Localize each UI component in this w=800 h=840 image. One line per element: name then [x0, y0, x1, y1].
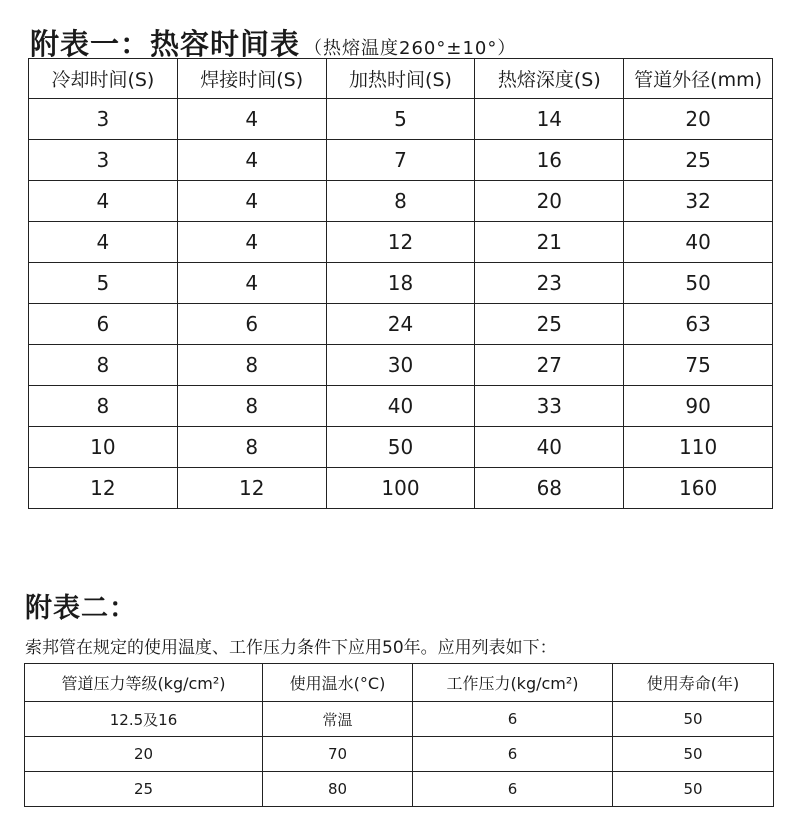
- col-header-cooling-time: 冷却时间(S): [29, 59, 178, 99]
- table-row: [29, 222, 773, 263]
- col-header-pipe-diameter: 管道外径(mm): [624, 59, 773, 99]
- table-cell: 10: [29, 427, 178, 468]
- table-cell: 50: [326, 427, 475, 468]
- table-cell: 3: [29, 140, 178, 181]
- table2-body: [25, 702, 774, 807]
- table-row: [29, 386, 773, 427]
- table-cell: 33: [475, 386, 624, 427]
- table-cell: 6: [177, 304, 326, 345]
- table-cell: 40: [326, 386, 475, 427]
- table-cell: 25: [624, 140, 773, 181]
- table-cell: 160: [624, 468, 773, 509]
- table-cell: 63: [624, 304, 773, 345]
- table-cell: 40: [624, 222, 773, 263]
- table-cell: 4: [177, 181, 326, 222]
- table-cell: 23: [475, 263, 624, 304]
- table1-title: [30, 22, 516, 63]
- table-row: [29, 468, 773, 509]
- table-row: [29, 140, 773, 181]
- table-cell: 75: [624, 345, 773, 386]
- table-cell: 8: [29, 345, 178, 386]
- col-header-pressure-grade: 管道压力等级(kg/cm²): [25, 664, 263, 702]
- table-cell: 5: [326, 99, 475, 140]
- table1-body: [29, 99, 773, 509]
- table1-title-condition: （热熔温度260°±10°）: [304, 38, 517, 59]
- table2-title: 附表二：: [25, 593, 137, 624]
- table-row: [25, 737, 774, 772]
- col-header-welding-time: 焊接时间(S): [177, 59, 326, 99]
- table-cell: 12: [177, 468, 326, 509]
- table-cell: 4: [177, 99, 326, 140]
- table-cell: 4: [29, 181, 178, 222]
- table-cell: 5: [29, 263, 178, 304]
- table-cell: 14: [475, 99, 624, 140]
- table2-header-row: [25, 664, 774, 702]
- table2-description: 索邦管在规定的使用温度、工作压力条件下应用50年。应用列表如下：: [25, 638, 557, 658]
- table1-title-main: 附表一：热容时间表: [30, 27, 301, 61]
- table-cell: 12.5及16: [25, 702, 263, 737]
- table-cell: 8: [177, 345, 326, 386]
- table-cell: 8: [177, 427, 326, 468]
- table-cell: 6: [413, 737, 613, 772]
- table-cell: 20: [624, 99, 773, 140]
- table-cell: 27: [475, 345, 624, 386]
- col-header-water-temperature: 使用温水(°C): [263, 664, 413, 702]
- table-cell: 32: [624, 181, 773, 222]
- table-row: [29, 427, 773, 468]
- table-cell: 4: [177, 263, 326, 304]
- table1-header-row: [29, 59, 773, 99]
- table-row: [29, 263, 773, 304]
- table-cell: 6: [29, 304, 178, 345]
- col-header-service-life: 使用寿命(年): [613, 664, 774, 702]
- table-row: [29, 181, 773, 222]
- table-cell: 20: [475, 181, 624, 222]
- table-cell: 4: [177, 222, 326, 263]
- table-cell: 20: [25, 737, 263, 772]
- table-cell: 8: [29, 386, 178, 427]
- col-header-heating-time: 加热时间(S): [326, 59, 475, 99]
- table-cell: 68: [475, 468, 624, 509]
- table-cell: 7: [326, 140, 475, 181]
- service-life-table: [24, 663, 774, 807]
- table-cell: 8: [177, 386, 326, 427]
- table-cell: 25: [475, 304, 624, 345]
- table-cell: 3: [29, 99, 178, 140]
- table-cell: 4: [177, 140, 326, 181]
- table-row: [29, 304, 773, 345]
- table-cell: 25: [25, 772, 263, 807]
- table-cell: 6: [413, 772, 613, 807]
- table-row: [25, 702, 774, 737]
- table-row: [25, 772, 774, 807]
- table-cell: 40: [475, 427, 624, 468]
- table-cell: 50: [613, 702, 774, 737]
- hot-melt-time-table: [28, 58, 773, 509]
- table-cell: 24: [326, 304, 475, 345]
- table-cell: 100: [326, 468, 475, 509]
- table-cell: 50: [624, 263, 773, 304]
- table-cell: 90: [624, 386, 773, 427]
- col-header-working-pressure: 工作压力(kg/cm²): [413, 664, 613, 702]
- table-cell: 30: [326, 345, 475, 386]
- table-cell: 18: [326, 263, 475, 304]
- table-cell: 80: [263, 772, 413, 807]
- table-cell: 50: [613, 772, 774, 807]
- table-row: [29, 99, 773, 140]
- table-cell: 8: [326, 181, 475, 222]
- table-cell: 4: [29, 222, 178, 263]
- table-cell: 21: [475, 222, 624, 263]
- table-cell: 110: [624, 427, 773, 468]
- table-cell: 常温: [263, 702, 413, 737]
- table-cell: 70: [263, 737, 413, 772]
- table-cell: 50: [613, 737, 774, 772]
- table-row: [29, 345, 773, 386]
- table-cell: 16: [475, 140, 624, 181]
- col-header-melt-depth: 热熔深度(S): [475, 59, 624, 99]
- table-cell: 12: [29, 468, 178, 509]
- table-cell: 6: [413, 702, 613, 737]
- table-cell: 12: [326, 222, 475, 263]
